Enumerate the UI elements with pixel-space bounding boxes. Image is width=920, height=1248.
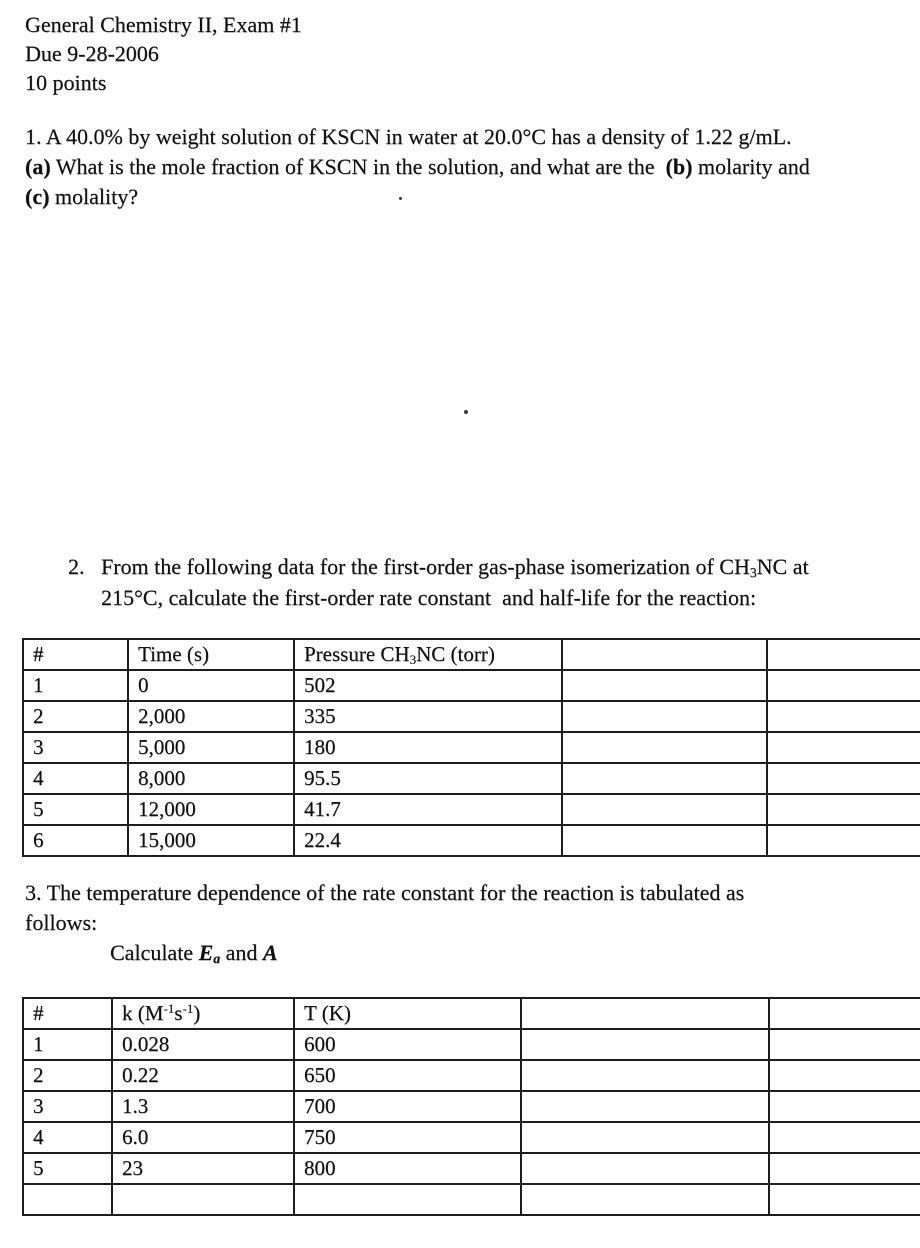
cell-empty <box>562 670 767 701</box>
part-a-label: (a) <box>25 154 51 179</box>
table2-col-header-temp: T (K) <box>294 998 521 1029</box>
table2-row <box>23 1091 920 1122</box>
cell-temp: 750 <box>294 1122 521 1153</box>
cell-empty <box>521 1029 769 1060</box>
question-3-line-2: follows: <box>25 910 98 935</box>
exam-header <box>25 10 302 97</box>
cell-temp <box>294 1184 521 1215</box>
cell-k: 0.028 <box>112 1029 294 1060</box>
cell-empty <box>562 701 767 732</box>
cell-empty <box>769 1184 920 1215</box>
cell-time: 12,000 <box>128 794 294 825</box>
table2-row <box>23 1153 920 1184</box>
cell-empty <box>767 825 920 856</box>
cell-num: 4 <box>23 1122 112 1153</box>
table2-col-header-num: # <box>23 998 112 1029</box>
question-1-line-1: 1. A 40.0% by weight solution of KSCN in water at 20.0°C has a density of 1.22 g/mL. <box>25 124 792 149</box>
table1-col-header-time: Time (s) <box>128 639 294 670</box>
cell-pressure: 335 <box>294 701 562 732</box>
cell-empty <box>521 1060 769 1091</box>
cell-empty <box>521 1122 769 1153</box>
cell-k: 23 <box>112 1153 294 1184</box>
part-b-label: (b) <box>665 154 693 179</box>
scan-artifact-dot <box>464 410 468 414</box>
ea-base: E <box>198 940 214 965</box>
k-header-sup-1: -1 <box>163 1000 175 1016</box>
table2-row <box>23 1060 920 1091</box>
cell-empty <box>767 763 920 794</box>
cell-empty <box>769 1029 920 1060</box>
cell-empty <box>521 1153 769 1184</box>
question-2-line-1 <box>101 551 809 582</box>
cell-empty <box>767 794 920 825</box>
cell-pressure: 502 <box>294 670 562 701</box>
table1-header-row <box>23 639 920 670</box>
rate-constant-temperature-table <box>22 997 920 1216</box>
cell-num: 2 <box>23 701 128 732</box>
k-header-sup-2: -1 <box>182 1000 194 1016</box>
and-label: and <box>220 940 263 965</box>
question-2-number: 2. <box>68 554 85 579</box>
cell-pressure: 41.7 <box>294 794 562 825</box>
cell-k <box>112 1184 294 1215</box>
cell-time: 8,000 <box>128 763 294 794</box>
exam-title: General Chemistry II, Exam #1 <box>25 12 302 37</box>
isomerization-data-table <box>22 638 920 857</box>
cell-pressure: 22.4 <box>294 825 562 856</box>
table1-col-header-empty-1 <box>562 639 767 670</box>
cell-num: 1 <box>23 670 128 701</box>
question-1-line-2 <box>25 152 810 182</box>
cell-time: 2,000 <box>128 701 294 732</box>
question-2-line-1-post: NC at <box>756 554 809 579</box>
activation-energy-symbol <box>199 940 221 965</box>
cell-pressure: 95.5 <box>294 763 562 794</box>
table1-row <box>23 670 920 701</box>
scan-artifact-dot <box>399 197 402 200</box>
ea-subscript: a <box>213 951 221 966</box>
table2-empty-row <box>23 1184 920 1215</box>
cell-k: 1.3 <box>112 1091 294 1122</box>
table1-row <box>23 701 920 732</box>
cell-empty <box>521 1184 769 1215</box>
cell-k: 6.0 <box>112 1122 294 1153</box>
k-header-mid: s <box>174 1001 183 1025</box>
table2-col-header-empty-2 <box>769 998 920 1029</box>
cell-time: 5,000 <box>128 732 294 763</box>
cell-pressure: 180 <box>294 732 562 763</box>
table2-header-row <box>23 998 920 1029</box>
cell-empty <box>769 1060 920 1091</box>
table1-row <box>23 732 920 763</box>
pressure-header-subscript: 3 <box>409 651 417 667</box>
frequency-factor-symbol: A <box>262 940 278 965</box>
cell-k: 0.22 <box>112 1060 294 1091</box>
part-c-label: (c) <box>25 184 50 209</box>
cell-empty <box>767 732 920 763</box>
cell-temp: 800 <box>294 1153 521 1184</box>
pressure-header-post: NC (torr) <box>416 642 495 666</box>
calculate-label: Calculate <box>110 940 199 965</box>
cell-time: 15,000 <box>128 825 294 856</box>
table1-row <box>23 794 920 825</box>
cell-empty <box>562 794 767 825</box>
question-2-line-2: 215°C, calculate the first-order rate constant and half-life for the reaction: <box>101 585 757 610</box>
exam-points: 10 points <box>25 70 107 95</box>
cell-temp: 700 <box>294 1091 521 1122</box>
cell-temp: 600 <box>294 1029 521 1060</box>
question-2-line-1-pre: From the following data for the first-order gas-phase isomerization of CH <box>101 554 750 579</box>
pressure-header-pre: Pressure CH <box>304 642 410 666</box>
cell-empty <box>562 825 767 856</box>
question-3-line-1: 3. The temperature dependence of the rate constant for the reaction is tabulated as <box>25 880 745 905</box>
cell-num <box>23 1184 112 1215</box>
cell-empty <box>562 732 767 763</box>
question-1-line-2-end: molarity and <box>692 154 810 179</box>
cell-num: 5 <box>23 1153 112 1184</box>
cell-empty <box>562 763 767 794</box>
ch3-subscript: 3 <box>749 565 757 580</box>
cell-num: 1 <box>23 1029 112 1060</box>
cell-num: 3 <box>23 732 128 763</box>
cell-num: 2 <box>23 1060 112 1091</box>
cell-temp: 650 <box>294 1060 521 1091</box>
question-1-line-3-end: molality? <box>49 184 139 209</box>
cell-empty <box>521 1091 769 1122</box>
table2-col-header-k <box>112 998 294 1029</box>
cell-time: 0 <box>128 670 294 701</box>
question-3-calculate-line <box>110 938 744 968</box>
question-2-text <box>101 551 809 613</box>
cell-empty <box>769 1091 920 1122</box>
question-1-line-2-text: What is the mole fraction of KSCN in the solution, and what are the <box>50 154 666 179</box>
table1-col-header-empty-2 <box>767 639 920 670</box>
question-3 <box>25 878 744 968</box>
cell-empty <box>769 1153 920 1184</box>
table1-row <box>23 763 920 794</box>
table1-col-header-num: # <box>23 639 128 670</box>
question-1 <box>25 122 810 212</box>
question-2 <box>68 551 809 613</box>
cell-num: 3 <box>23 1091 112 1122</box>
table2-row <box>23 1122 920 1153</box>
cell-num: 6 <box>23 825 128 856</box>
table2-col-header-empty-1 <box>521 998 769 1029</box>
cell-empty <box>769 1122 920 1153</box>
question-1-line-3 <box>25 182 810 212</box>
cell-num: 5 <box>23 794 128 825</box>
cell-empty <box>767 670 920 701</box>
table1-row <box>23 825 920 856</box>
exam-due-date: Due 9-28-2006 <box>25 41 159 66</box>
k-header-post: ) <box>193 1001 201 1025</box>
cell-num: 4 <box>23 763 128 794</box>
k-header-pre: k (M <box>122 1001 164 1025</box>
cell-empty <box>767 701 920 732</box>
table1-col-header-pressure <box>294 639 562 670</box>
table2-row <box>23 1029 920 1060</box>
